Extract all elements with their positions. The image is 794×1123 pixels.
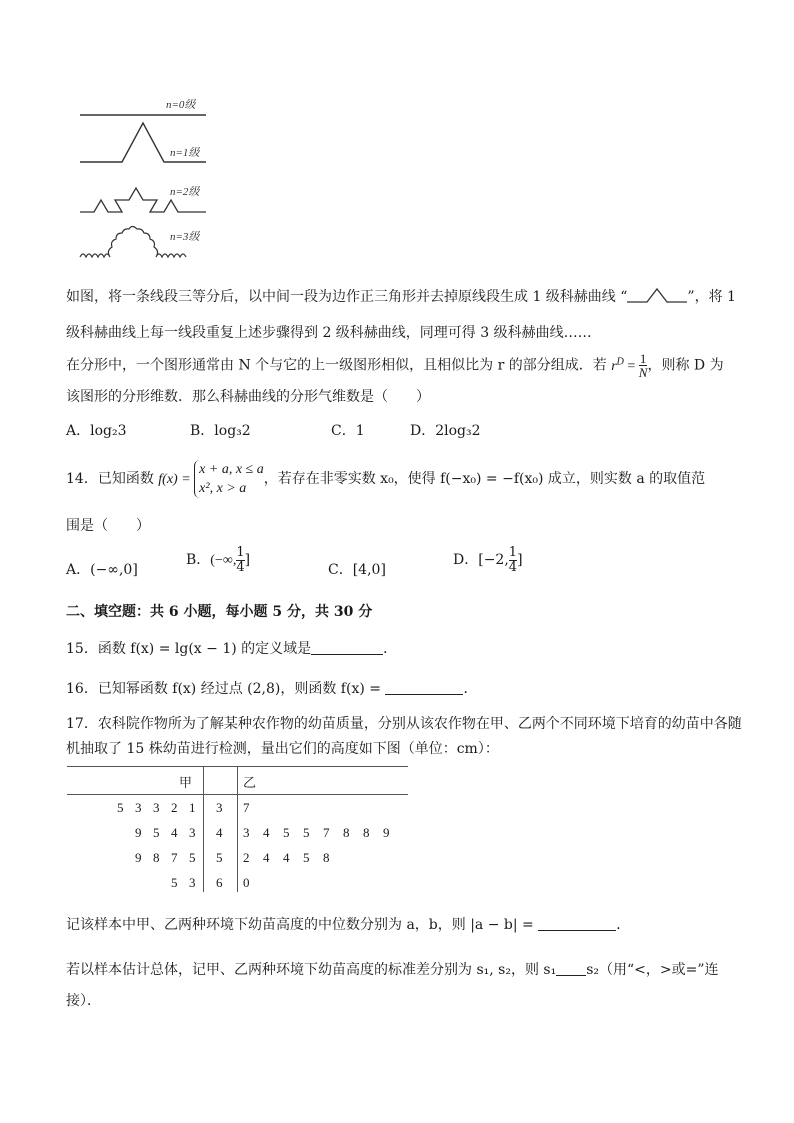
stem-value: 3 [216, 800, 223, 815]
q17-line1: 17．农科院作物所为了解某种农作物的幼苗质量，分别从该农作物在甲、乙两个不同环境下培育的幼苗中各随 [66, 716, 742, 732]
leaf-left: 9 [135, 850, 142, 865]
leaf-right: 3 [243, 825, 250, 840]
piecewise-brace: x + a, x ≤ a x², x > a [194, 460, 264, 498]
q16-answer-blank[interactable] [385, 680, 463, 695]
q15: 15．函数 f(x) = lg(x − 1) 的定义域是 ． [66, 641, 398, 657]
leaf-right: 5 [283, 825, 290, 840]
formula-r-pow-d: $r^D$ = [611, 356, 639, 374]
leaf-left: 8 [153, 850, 160, 865]
q17a-answer-blank[interactable] [538, 916, 616, 931]
q16: 16．已知幂函数 f(x) 经过点 (2,8)，则函数 f(x) = ． [66, 681, 478, 697]
q15-answer-blank[interactable] [311, 640, 383, 655]
q14-option-d[interactable]: D．[−2, $\frac{1}{4}$ ] [453, 545, 523, 575]
leaf-left: 5 [171, 875, 178, 890]
q17-question-a: 记该样本中甲、乙两种环境下幼苗高度的中位数分别为 a，b，则 |a − b| = ． [66, 917, 631, 933]
leaf-right: 0 [243, 875, 250, 890]
leaf-right: 5 [303, 850, 310, 865]
leaf-left: 9 [135, 825, 142, 840]
leaf-left: 3 [135, 800, 142, 815]
koch-level-label: n=1级 [170, 147, 200, 159]
leaf-left: 3 [189, 825, 196, 840]
leaf-right: 9 [383, 825, 390, 840]
leaf-right: 4 [283, 850, 290, 865]
leaf-right: 8 [323, 850, 330, 865]
leaf-left: 3 [189, 875, 196, 890]
q17-question-b-end: 接）． [66, 993, 101, 1009]
q14-line1: 14．已知函数 f(x) = x + a, x ≤ a x², x > a ，若存在非零实数 x₀，使得 f(−x₀) = −f(x₀) 成立，则实数 a 的取值范 [66, 462, 706, 496]
q17-question-b: 若以样本估计总体，记甲、乙两种环境下幼苗高度的标准差分别为 s₁, s₂，则 s₁ s₂（用“<，>或=”连 [66, 962, 719, 978]
q14-option-b[interactable]: B．(−∞, $\frac{1}{4}$ ] [186, 545, 251, 575]
q14-option-c[interactable]: C．[4,0] [328, 562, 386, 578]
q14-option-a[interactable]: A．(−∞,0] [66, 562, 138, 578]
leaf-left: 5 [117, 800, 124, 815]
q13-option-b[interactable]: B．log₃2 [190, 423, 251, 439]
stem-value: 5 [216, 850, 223, 865]
stem-leaf-header-left: 甲 [179, 775, 193, 790]
koch-level-label: n=0级 [166, 99, 196, 111]
stem-value: 6 [216, 875, 223, 890]
q14-line2: 围是（ ） [66, 518, 150, 534]
q17-line2: 机抽取了 15 株幼苗进行检测，量出它们的高度如下图（单位：cm）： [66, 741, 499, 757]
leaf-right: 4 [263, 850, 270, 865]
stem-leaf-plot [67, 766, 408, 892]
leaf-right: 4 [263, 825, 270, 840]
leaf-right: 8 [343, 825, 350, 840]
koch-level-label: n=2级 [170, 186, 200, 198]
fraction-1-over-n: $\frac{1}{N}$ [638, 350, 648, 381]
stem-value: 4 [216, 825, 223, 840]
koch-level-label: n=3级 [170, 231, 200, 243]
leaf-left: 5 [189, 850, 196, 865]
leaf-left: 7 [171, 850, 178, 865]
leaf-right: 5 [303, 825, 310, 840]
q13-line1: 如图，将一条线段三等分后，以中间一段为边作正三角形并去掉原线段生成 1 级科赫曲线 “ ”，将 1 [66, 286, 736, 306]
leaf-left: 1 [189, 800, 196, 815]
q13-option-d[interactable]: D．2log₃2 [410, 423, 481, 439]
leaf-right: 7 [243, 800, 250, 815]
leaf-right: 7 [323, 825, 330, 840]
leaf-right: 2 [243, 850, 250, 865]
stem-leaf-header-right: 乙 [243, 775, 257, 790]
q13-option-c[interactable]: C．1 [331, 423, 365, 439]
koch-inline-icon [627, 286, 687, 304]
leaf-left: 3 [153, 800, 160, 815]
q13-line3: 在分形中，一个图形通常由 N 个与它的上一级图形相似，且相似比为 r 的部分组成．若 $r^D$ = $\frac{1}{N}$ ，则称 D 为 [66, 350, 724, 381]
q13-line4: 该图形的分形维数．那么科赫曲线的分形气维数是（ ） [66, 389, 430, 405]
koch-curve-figure [78, 94, 218, 269]
q17b-answer-blank[interactable] [556, 961, 586, 976]
leaf-left: 2 [171, 800, 178, 815]
leaf-right: 8 [363, 825, 370, 840]
section-2-title: 二、填空题：共 6 小题，每小题 5 分，共 30 分 [66, 604, 373, 620]
q13-line2: 级科赫曲线上每一线段重复上述步骤得到 2 级科赫曲线，同理可得 3 级科赫曲线…… [66, 325, 592, 341]
leaf-left: 5 [153, 825, 160, 840]
q13-option-a[interactable]: A．log₂3 [66, 423, 127, 439]
leaf-left: 4 [171, 825, 178, 840]
